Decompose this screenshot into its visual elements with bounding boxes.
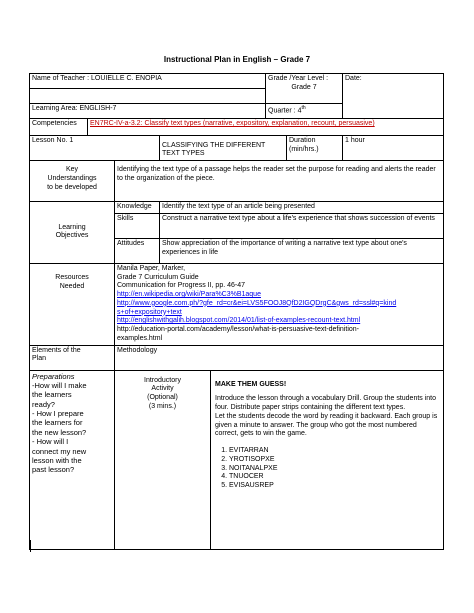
- date-label: Date:: [345, 75, 362, 82]
- preparations-heading: Preparations: [32, 371, 75, 381]
- scrambled-word: 4. TNUOCER: [229, 473, 439, 482]
- competencies-label: Competencies: [30, 119, 88, 136]
- resource-link-wikipedia[interactable]: http://en.wikipedia.org/wiki/Para%C3%B1aque: [117, 291, 261, 298]
- quarter-label: Quarter :: [268, 107, 296, 115]
- lesson-row: [30, 136, 444, 161]
- resource-link-google-cont[interactable]: s+of+expository+text: [117, 308, 182, 316]
- activity-label: [115, 370, 211, 549]
- understanding-label: [30, 161, 115, 202]
- prep-q2-line2: the learners for: [32, 418, 83, 428]
- elements-label: [30, 345, 115, 370]
- preparations-cell: [30, 370, 115, 549]
- quarter-cell: [266, 104, 343, 119]
- scrambled-word: 5. EVISAUSREP: [229, 482, 439, 491]
- duration-value: 1 hour: [343, 136, 444, 161]
- resources-label: [30, 263, 115, 345]
- prep-q3-line3: lesson with the: [32, 455, 82, 465]
- prep-q3-line1: - How will I: [32, 437, 69, 447]
- prep-q1-line1: -How will I make: [32, 380, 87, 390]
- resource-book: Communication for Progress II, pp. 46-47: [117, 282, 246, 290]
- scrambled-word: 3. NOITANALPXE: [229, 465, 439, 474]
- resources-label-1: Resources: [55, 273, 89, 281]
- teacher-cell: [30, 74, 266, 89]
- duration-label: Duration: [289, 137, 316, 144]
- text-cursor-mark: [30, 540, 31, 552]
- teacher-row: [30, 74, 444, 89]
- activity-label-2: Activity: [151, 385, 174, 393]
- date-cell: [343, 74, 444, 119]
- resource-link-google[interactable]: http://www.google.com.ph/?gfe_rd=cr&ei=LVS5FOOJ8QfD2IGQDrgC&gws_rd=ssl#q=kind: [117, 299, 397, 307]
- understanding-label-2: Understandings: [47, 174, 97, 182]
- skills-label: Skills: [115, 213, 160, 238]
- learning-area: Learning Area: ENGLISH-7: [30, 104, 266, 119]
- understanding-text: Identifying the text type of a passage helps the reader set the purpose for reading and alerts the reader to the organization of the piece.: [115, 161, 444, 202]
- attitudes-label: Attitudes: [115, 238, 160, 263]
- resources-row: [30, 263, 444, 345]
- duration-unit: (min/hrs.): [289, 145, 319, 153]
- objectives-label: [30, 202, 115, 264]
- prep-q1-line3: ready?: [32, 399, 55, 409]
- scrambled-word: 1. EVITARRAN: [229, 447, 439, 456]
- activity-heading: MAKE THEM GUESS!: [215, 380, 287, 388]
- activity-content: [211, 370, 444, 549]
- duration-cell: [287, 136, 343, 161]
- document-title: Instructional Plan in English – Grade 7: [163, 55, 311, 64]
- quarter-value: 4: [297, 107, 302, 115]
- grade-label: Grade /Year Level :: [268, 75, 329, 82]
- understanding-label-3: to be developed: [47, 183, 97, 191]
- knowledge-text: Identify the text type of an article being presented: [160, 202, 444, 214]
- objectives-label-2: Objectives: [55, 232, 89, 240]
- prep-q3-line2: connect my new: [32, 446, 87, 456]
- knowledge-row: [30, 202, 444, 214]
- resource-curriculum: Grade 7 Curriculum Guide: [117, 273, 199, 281]
- teacher-blank-cell: [30, 89, 266, 104]
- resource-education-portal-cont: examples.html: [117, 334, 163, 342]
- competencies-value: EN7RC-IV-a-3.2: Classify text types (narrative, expository, explanation, recount, persuasive): [88, 119, 444, 136]
- grade-cell: [266, 74, 343, 104]
- prep-q2-line1: - How I prepare: [32, 409, 84, 418]
- methodology-label: Methodology: [115, 345, 444, 370]
- elements-label-1: Elements of the: [32, 346, 81, 354]
- resource-education-portal: http://education-portal.com/academy/lesson/what-is-persuasive-text-definition-: [117, 326, 360, 333]
- knowledge-label: Knowledge: [115, 202, 160, 214]
- resource-link-blogspot[interactable]: http://englishwithgalih.blogspot.com/2014/01/list-of-examples-recount-text.html: [117, 317, 361, 325]
- quarter-sup: th: [301, 105, 306, 111]
- preparations-row: [30, 370, 444, 549]
- prep-q2-line3: the new lesson?: [32, 427, 87, 437]
- prep-q3-line4: past lesson?: [32, 465, 75, 475]
- teacher-label: Name of Teacher :: [32, 75, 90, 82]
- activity-paragraph-1: Introduce the lesson through a vocabulary Drill. Group the students into four. Distribute paper strips containing the different text types.: [215, 395, 437, 411]
- grade-value: Grade 7: [291, 83, 317, 91]
- prep-q1-line2: the learners: [32, 390, 72, 400]
- resources-label-2: Needed: [59, 282, 85, 290]
- understanding-label-1: Key: [65, 166, 79, 173]
- activity-label-3: (Optional): [147, 394, 178, 401]
- resources-list: [115, 263, 444, 345]
- instructional-plan-table: [29, 73, 444, 550]
- lesson-topic: CLASSIFYING THE DIFFERENT TEXT TYPES: [160, 136, 287, 161]
- elements-row: [30, 345, 444, 370]
- activity-label-4: (3 mins.): [148, 402, 177, 410]
- skills-text: Construct a narrative text type about a life's experience that shows succession of events: [160, 213, 444, 238]
- scrambled-word: 2. YROTISOPXE: [229, 456, 439, 465]
- activity-label-1: Introductory: [144, 376, 181, 384]
- teacher-name: LOUIELLE C. ENOPIA: [91, 75, 162, 82]
- elements-label-2: Plan: [32, 355, 47, 363]
- understanding-row: [30, 161, 444, 202]
- scrambled-word-list: [215, 447, 439, 491]
- resource-materials: Manila Paper, Marker,: [117, 264, 186, 272]
- attitudes-text: Show appreciation of the importance of writing a narrative text type about one's experiences in life: [160, 238, 444, 263]
- competencies-row: [30, 119, 444, 136]
- activity-paragraph-2: Let the students decode the word by reading it backward. Each group is given a minute to answer. The group who got the most numbered correct, gets to win the game.: [215, 412, 438, 438]
- objectives-label-1: Learning: [58, 223, 86, 231]
- lesson-label: Lesson No. 1: [30, 136, 160, 161]
